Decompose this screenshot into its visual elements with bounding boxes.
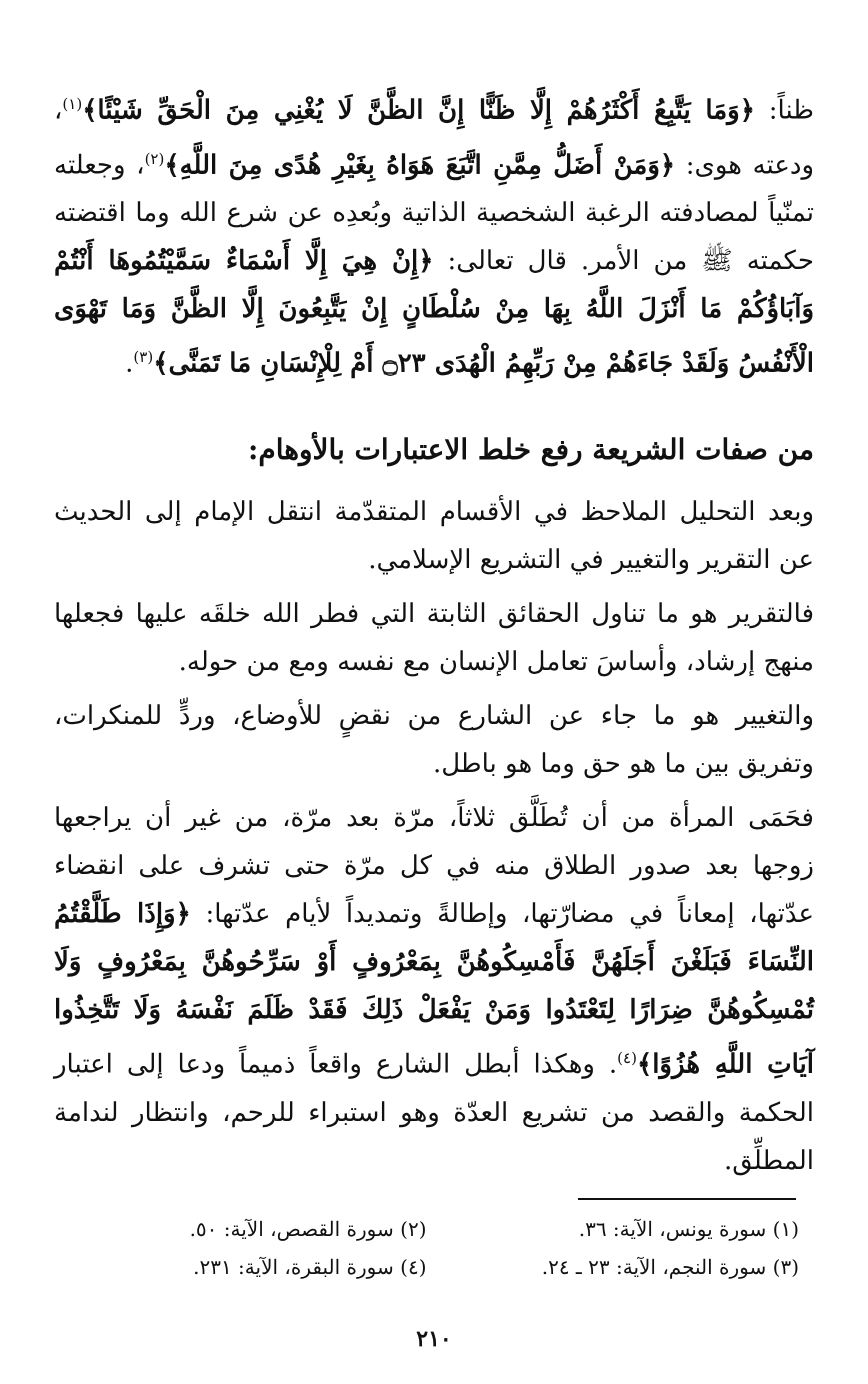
footnote-3: (٣) سورة النجم، الآية: ٢٣ ـ ٢٤. [541,1255,799,1279]
paragraph-taghyir: والتغيير هو ما جاء عن الشارع من نقضٍ للأوضاع، وردٍّ للمنكرات، وتفريق بين ما هو حق وما هو باطل. [54,700,814,779]
footnotes [54,1210,799,1286]
body-text: ظناً: [754,95,814,126]
paragraph-analysis: وبعد التحليل الملاحظ في الأقسام المتقدّمة انتقل الإمام إلى الحديث عن التقرير والتغيير في التشريع الإسلامي. [54,496,814,575]
footnote-row [54,1248,799,1286]
quran-quote: ﴿إِنْ هِيَ إِلَّا أَسْمَاءٌ سَمَّيْتُمُوهَا أَنْتُمْ وَآبَاؤُكُمْ مَا أَنْزَلَ اللَّهُ بِهَا مِنْ سُلْطَانٍ إِنْ يَتَّبِعُونَ إِلَّا الظَّنَّ وَمَا تَهْوَى الْأَنْفُسُ وَلَقَدْ جَاءَهُمْ مِنْ رَبِّهِمُ الْهُدَى ۝٢٣ أَمْ لِلْإِنْسَانِ مَا تَمَنَّى﴾ [54,246,814,379]
paragraph-taqrir: فالتقرير هو ما تناول الحقائق الثابتة التي فطر الله خلقَه عليها فجعلها منهج إرشاد، وأساسَ تعامل الإنسان مع نفسه ومع من حوله. [54,598,814,677]
paragraph-divorce [54,794,814,1185]
quran-quote: ﴿وَمَنْ أَضَلُّ مِمَّنِ اتَّبَعَ هَوَاهُ بِغَيْرِ هُدًى مِنَ اللَّهِ﴾ [164,150,676,181]
footnote-divider [578,1198,796,1200]
body-text: ، وجعلته تمنّياً لمصادفته الرغبة الشخصية الذاتية وبُعدِه عن شرع الله وما اقتضته حكمته ﷺ من الأمر. قال تعالى: [54,150,814,277]
footnote-1: (١) سورة يونس، الآية: ٣٦. [578,1217,799,1241]
body-text: ، ودعته هوى: [54,95,815,181]
quran-quote: ﴿وَمَا يَتَّبِعُ أَكْثَرُهُمْ إِلَّا ظَنًّا إِنَّ الظَّنَّ لَا يُغْنِي مِنَ الْحَقِّ شَيْئًا﴾ [82,95,755,126]
body-text: . وهكذا أبطل الشارع واقعاً ذميماً ودعا إلى اعتبار الحكمة والقصد من تشريع العدّة وهو استبراء للرحم، وانتظار لندامة المطلِّق. [54,1049,814,1176]
quran-quote: ﴿وَإِذَا طَلَّقْتُمُ النِّسَاءَ فَبَلَغْنَ أَجَلَهُنَّ فَأَمْسِكُوهُنَّ بِمَعْرُوفٍ أَوْ سَرِّحُوهُنَّ بِمَعْرُوفٍ وَلَا تُمْسِكُوهُنَّ ضِرَارًا لِتَعْتَدُوا وَمَنْ يَفْعَلْ ذَلِكَ فَقَدْ ظَلَمَ نَفْسَهُ وَلَا تَتَّخِذُوا آيَاتِ اللَّهِ هُزُوًا﴾ [54,898,814,1080]
paragraph-quran-quotes [54,80,814,388]
body-text: فحَمَى المرأة من أن تُطَلَّق ثلاثاً، مرّة بعد مرّة، من غير أن يراجعها زوجها بعد صدور الطلاق منه في كل مرّة حتى تشرف على انقضاء عدّتها، إمعاناً في مضارّتها، وإطالةً وتمديداً لأيام عدّتها: [54,802,814,929]
footnote-row [54,1210,799,1248]
footnote-2: (٢) سورة القصص، الآية: ٥٠. [189,1217,427,1241]
footnote-4: (٤) سورة البقرة، الآية: ٢٣١. [193,1255,427,1279]
section-heading: من صفات الشريعة رفع خلط الاعتبارات بالأوهام: [248,432,814,466]
footnote-marker: (١) [62,95,83,113]
body-text: . [125,348,134,379]
footnote-marker: (٢) [144,149,165,168]
footnote-marker: (٤) [617,1048,637,1067]
page-body [54,80,814,1185]
page-number: ٢١٠ [416,1326,452,1352]
footnote-marker: (٣) [133,348,154,367]
